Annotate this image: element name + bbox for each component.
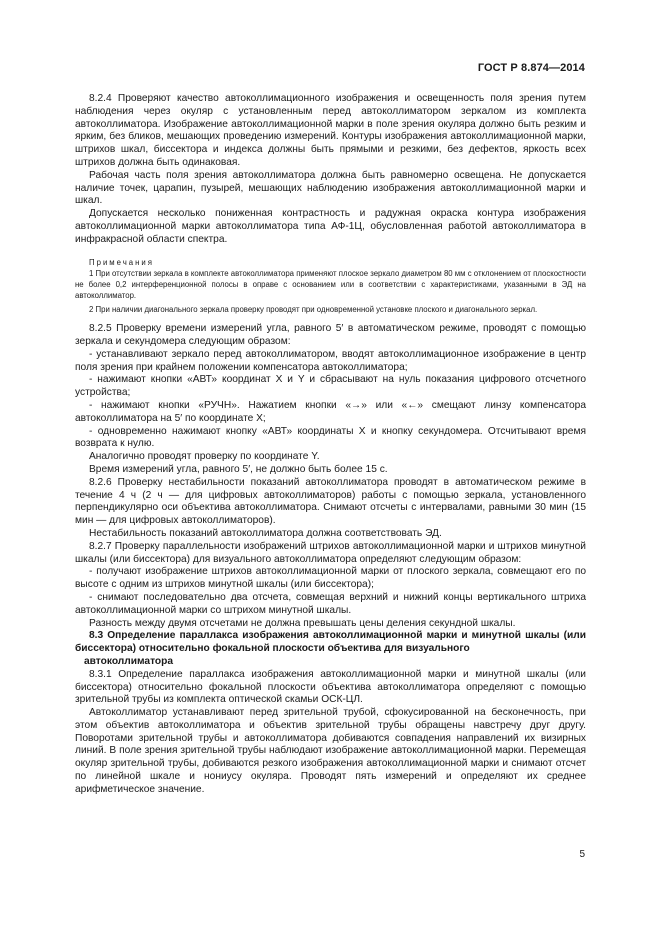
paragraph: 8.2.7 Проверку параллельности изображений штрихов автоколлимационной марки и штрихов минутной шкалы (или биссектора) для визуального автоколлиматора определяют следующим образом:: [75, 540, 586, 565]
list-item: - получают изображение штрихов автоколлимационной марки от плоского зеркала, совмещают его по высоте с одним из штрихов минутной шкалы (или биссектора);: [75, 566, 586, 591]
section-heading-continuation: автоколлиматора: [84, 655, 174, 667]
paragraph: Нестабильность показаний автоколлиматора должна соответствовать ЭД.: [89, 527, 442, 539]
paragraph: 8.3.1 Определение параллакса изображения автоколлимационной марки и минутной шкалы (или биссектора) относительно фокальной плоскости объектива автоколлиматора определяют с помощью зрительной трубы из комплекта оптической скамьи ОСК-ЦЛ.: [75, 668, 586, 706]
section-heading: 8.3 Определение параллакса изображения автоколлимационной марки и минутной шкалы (или биссектора) относительно фокальной плоскости объектива для визуального: [75, 630, 586, 655]
paragraph: Рабочая часть поля зрения автоколлиматора должна быть равномерно освещена. Не допускается наличие точек, царапин, пузырей, мешающих наблюдению изображения автоколлимационной марки и шкал.: [75, 169, 586, 207]
paragraph: 8.2.5 Проверку времени измерений угла, равного 5′ в автоматическом режиме, проводят с помощью зеркала и секундомера следующим образом:: [75, 323, 586, 347]
paragraph: Аналогично проводят проверку по координате Y.: [89, 451, 320, 463]
list-item: - снимают последовательно два отсчета, совмещая верхний и нижний концы вертикального штриха автоколлимационной марки со штрихом минутной шкалы.: [75, 591, 586, 616]
paragraph: 8.2.6 Проверку нестабильности показаний автоколлиматора проводят в автоматическом режиме в течение 4 ч (2 ч — для цифровых автоколлиматоров) работы с помощью зеркала, установленного перпендикулярно оси объектива автоколлиматора. Снимают отсчеты с интервалами, равными 30 мин (15 мин — для цифровых автоколлиматоров).: [75, 476, 586, 527]
list-item: - одновременно нажимают кнопку «АВТ» координаты X и кнопку секундомера. Отсчитывают время возврата к нулю.: [75, 425, 586, 450]
note-item: 1 При отсутствии зеркала в комплекте автоколлиматора применяют плоское зеркало диаметром 80 мм с отклонением от плоскостности не более 0,2 интерференционной полосы в оправе с основанием или в соответствии с характеристиками, указанными в ЭД на автоколлиматор.: [75, 268, 586, 301]
paragraph: Автоколлиматор устанавливают перед зрительной трубой, сфокусированной на бесконечность, при этом объектив автоколлиматора и объектив зрительной трубы обращены навстречу друг другу. Поворотами зрительной трубы и автоколлиматора добиваются совпадения направлений их визирных линий. В поле зрения зрительной трубы наблюдают изображение автоколлимационной марки. Перемещая окуляр зрительной трубы, добиваются резкого изображения автоколлимационной марки и снимают отсчет по линейной шкале и нониусу окуляра. Проводят пять измерений и определяют их среднее арифметическое значение.: [75, 707, 586, 795]
list-item: - нажимают кнопки «РУЧН». Нажатием кнопки «→» или «←» смещают линзу компенсатора автоколлиматора на 5′ по координате X;: [75, 399, 586, 424]
document-body: [75, 93, 586, 797]
list-item: - нажимают кнопки «АВТ» координат X и Y и сбрасывают на нуль показания цифрового отсчетного устройства;: [75, 374, 586, 399]
paragraph: Допускается несколько пониженная контрастность и радужная окраска контура изображения автоколлимационной марки автоколлиматора типа АФ-1Ц, обусловленная работой автоколлиматора в инфракрасной области спектра.: [75, 208, 586, 245]
note-item: 2 При наличии диагонального зеркала проверку проводят при одновременной установке плоского и диагонального зеркал.: [89, 304, 538, 314]
document-header: ГОСТ Р 8.874—2014: [477, 62, 585, 74]
list-item: - устанавливают зеркало перед автоколлиматором, вводят автоколлимационное изображение в центр поля зрения при крайнем положении компенсатора автоколлиматора;: [75, 348, 586, 373]
notes-title: Примечания: [89, 257, 155, 267]
page-number: 5: [579, 849, 585, 860]
paragraph: Разность между двумя отсчетами не должна превышать цены деления секундной шкалы.: [89, 617, 516, 629]
paragraph: 8.2.4 Проверяют качество автоколлимационного изображения и освещенность поля зрения путем наблюдения через окуляр с установленным перед автоколлиматором зеркалом из комплекта автоколлиматора. Изображение автоколлимационной марки в поле зрения окуляра должно быть резким и ярким, без бликов, мешающих проведению измерений. Контуры изображения автоколлимационной марки, штрихов шкал, биссектора и индекса должны быть прямыми и резкими, без дефектов, яркость всех штрихов должна быть одинаковая.: [75, 93, 586, 168]
paragraph: Время измерений угла, равного 5′, не должно быть более 15 с.: [89, 463, 388, 475]
